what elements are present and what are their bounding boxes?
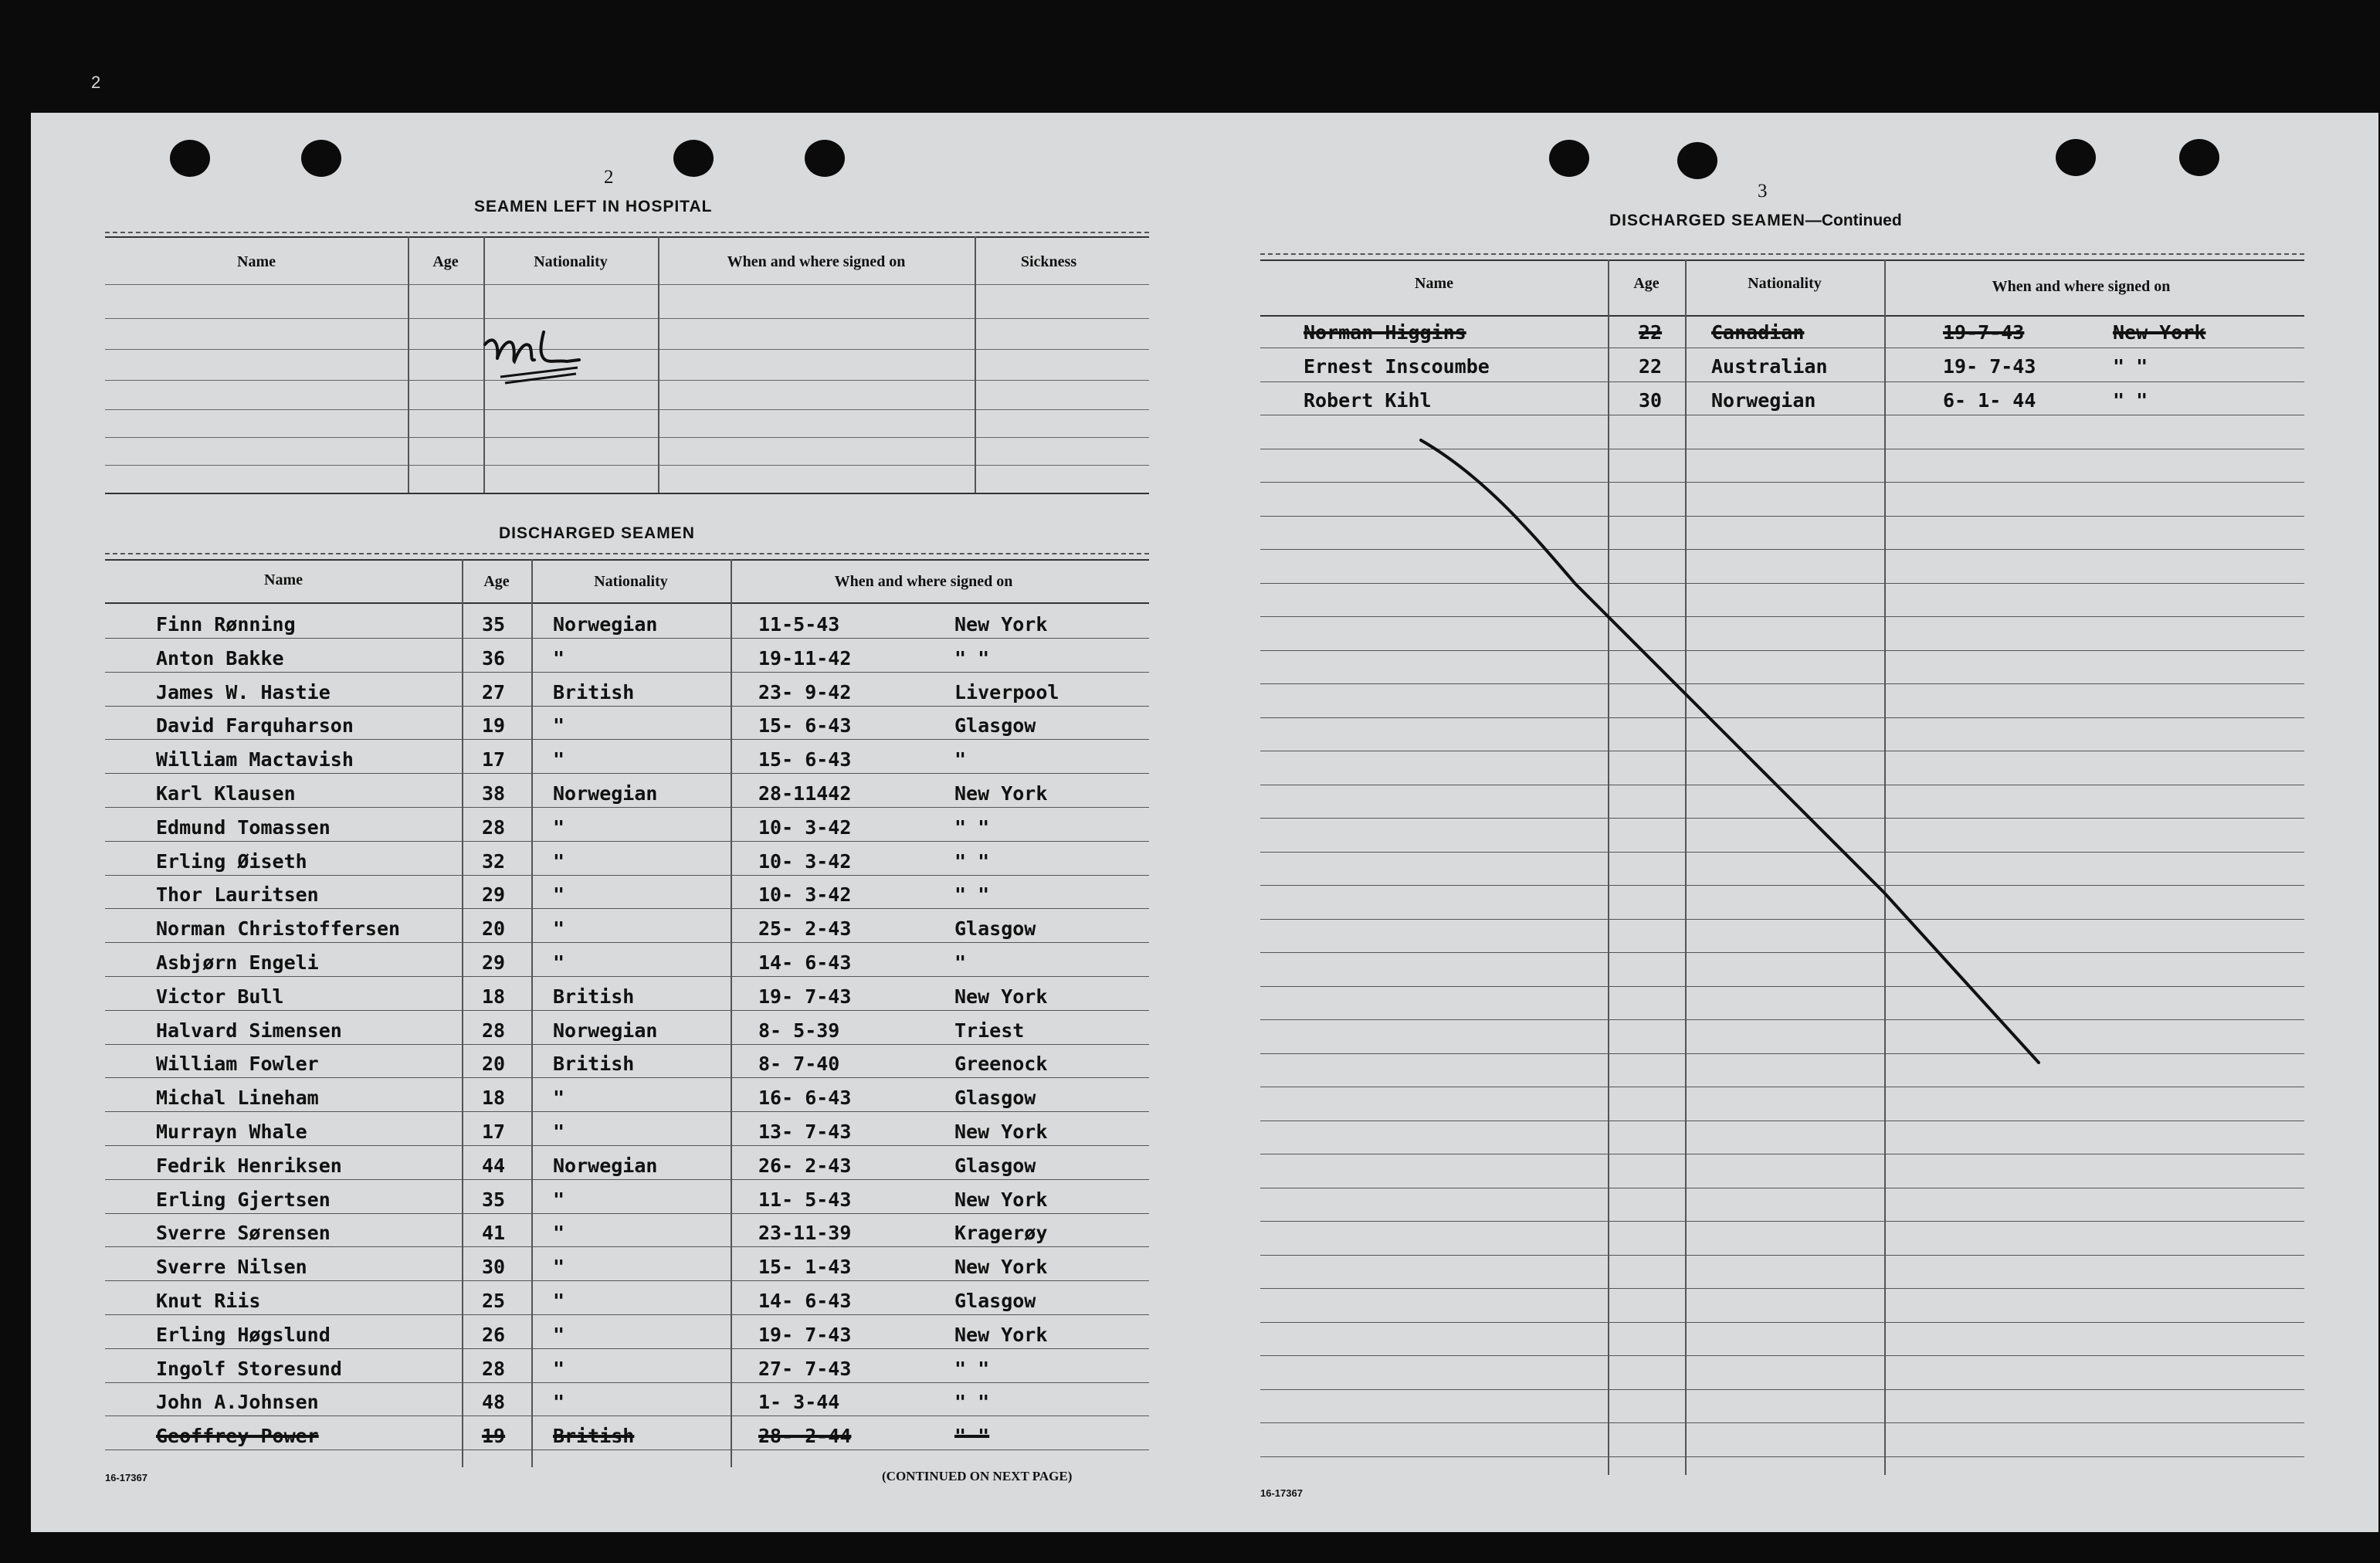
- row-name: James W. Hastie: [156, 680, 331, 704]
- row-date: 14- 6-43: [758, 951, 852, 974]
- row-date: 23- 9-42: [758, 680, 852, 704]
- title-suffix: —Continued: [1805, 212, 1902, 229]
- row-age: 30: [482, 1256, 506, 1279]
- row-name: Ingolf Storesund: [156, 1357, 342, 1380]
- row-nationality: ": [553, 883, 565, 907]
- row-date: 13- 7-43: [758, 1121, 852, 1143]
- row-age: 26: [482, 1323, 506, 1346]
- row-place: Liverpool: [954, 680, 1059, 704]
- row-date: 10- 3-42: [758, 849, 852, 873]
- row-age: 17: [482, 748, 506, 771]
- row-date: 8- 5-39: [758, 1019, 840, 1042]
- page-number: 2: [604, 167, 614, 188]
- row-place: New York: [954, 1256, 1048, 1279]
- row-date: 27- 7-43: [758, 1357, 852, 1380]
- document-sheet: [31, 113, 2378, 1532]
- row-age: 18: [482, 1087, 506, 1110]
- row-place: " ": [2113, 389, 2148, 412]
- row-nationality: British: [553, 1053, 635, 1076]
- row-nationality: ": [553, 849, 565, 873]
- row-place: " ": [954, 849, 990, 873]
- row-age: 19: [482, 1425, 506, 1448]
- row-name: David Farquharson: [156, 714, 354, 737]
- row-nationality: ": [553, 748, 565, 771]
- row-date: 11-5-43: [758, 613, 840, 636]
- row-place: New York: [954, 782, 1048, 805]
- row-date: 19- 7-43: [1943, 355, 2036, 378]
- row-name: Finn Rønning: [156, 613, 296, 636]
- row-place: " ": [954, 1357, 990, 1380]
- row-date: 6- 1- 44: [1943, 389, 2036, 412]
- row-age: 29: [482, 951, 506, 974]
- row-place: New York: [954, 613, 1048, 636]
- row-nationality: British: [553, 985, 635, 1008]
- row-place: Greenock: [954, 1053, 1048, 1076]
- row-date: 25- 2-43: [758, 917, 852, 941]
- row-nationality: Norwegian: [553, 1154, 658, 1177]
- row-name: Anton Bakke: [156, 646, 284, 670]
- row-age: 36: [482, 646, 506, 670]
- row-name: Robert Kihl: [1304, 389, 1432, 412]
- row-nationality: ": [553, 1188, 565, 1211]
- row-place: " ": [954, 646, 990, 670]
- row-name: Asbjørn Engeli: [156, 951, 319, 974]
- row-name: Erling Gjertsen: [156, 1188, 331, 1211]
- row-name: Victor Bull: [156, 985, 284, 1008]
- row-age: 35: [482, 613, 506, 636]
- row-place: New York: [954, 1188, 1048, 1211]
- row-nationality: ": [553, 951, 565, 974]
- row-place: Kragerøy: [954, 1222, 1048, 1245]
- row-name: Sverre Nilsen: [156, 1256, 307, 1279]
- row-place: Glasgow: [954, 1290, 1036, 1312]
- row-place: " ": [954, 883, 990, 907]
- row-date: 19-11-42: [758, 646, 852, 670]
- row-name: Michal Lineham: [156, 1087, 319, 1110]
- row-name: Sverre Sørensen: [156, 1222, 331, 1245]
- row-place: Glasgow: [954, 714, 1036, 737]
- row-nationality: ": [553, 1222, 565, 1245]
- row-name: William Mactavish: [156, 748, 354, 771]
- row-age: 30: [1639, 389, 1663, 412]
- row-name: John A.Johnsen: [156, 1391, 319, 1414]
- row-name: Murrayn Whale: [156, 1121, 307, 1143]
- right-col-name: Name: [1415, 275, 1453, 292]
- row-nationality: Australian: [1711, 355, 1828, 378]
- page-number: 3: [1758, 181, 1768, 202]
- row-place: New York: [954, 985, 1048, 1008]
- row-nationality: ": [553, 1121, 565, 1143]
- row-age: 38: [482, 782, 506, 805]
- row-date: 28-11442: [758, 782, 852, 805]
- row-place: " ": [2113, 355, 2148, 378]
- right-col-nationality: Nationality: [1748, 275, 1822, 292]
- row-date: 28- 2-44: [758, 1425, 852, 1448]
- row-name: Norman Christoffersen: [156, 917, 401, 941]
- row-place: ": [954, 951, 967, 974]
- hospital-col-age: Age: [432, 253, 459, 270]
- row-place: New York: [2113, 321, 2206, 344]
- row-name: Ernest Inscoumbe: [1304, 355, 1490, 378]
- row-age: 22: [1639, 321, 1663, 344]
- row-date: 26- 2-43: [758, 1154, 852, 1177]
- row-age: 48: [482, 1391, 506, 1414]
- row-date: 19- 7-43: [758, 985, 852, 1008]
- row-nationality: Norwegian: [1711, 389, 1816, 412]
- row-nationality: Norwegian: [553, 1019, 658, 1042]
- row-date: 14- 6-43: [758, 1290, 852, 1312]
- row-date: 16- 6-43: [758, 1087, 852, 1110]
- row-age: 41: [482, 1222, 506, 1245]
- row-name: Erling Høgslund: [156, 1323, 331, 1346]
- row-nationality: Norwegian: [553, 782, 658, 805]
- row-nationality: ": [553, 1391, 565, 1414]
- row-age: 22: [1639, 355, 1663, 378]
- continued-note: (CONTINUED ON NEXT PAGE): [882, 1469, 1073, 1483]
- row-nationality: ": [553, 714, 565, 737]
- row-nationality: ": [553, 1323, 565, 1346]
- row-age: 25: [482, 1290, 506, 1312]
- row-age: 28: [482, 815, 506, 839]
- row-place: " ": [954, 815, 990, 839]
- row-place: " ": [954, 1391, 990, 1414]
- row-age: 35: [482, 1188, 506, 1211]
- row-nationality: British: [553, 1425, 635, 1448]
- hospital-col-nationality: Nationality: [534, 253, 608, 270]
- row-age: 29: [482, 883, 506, 907]
- row-nationality: ": [553, 917, 565, 941]
- row-name: Knut Riis: [156, 1290, 261, 1312]
- row-place: ": [954, 748, 967, 771]
- row-age: 32: [482, 849, 506, 873]
- row-age: 20: [482, 917, 506, 941]
- row-place: " ": [954, 1425, 990, 1448]
- row-nationality: ": [553, 1256, 565, 1279]
- hospital-section-title: SEAMEN LEFT IN HOSPITAL: [474, 198, 713, 215]
- hospital-col-name: Name: [237, 253, 276, 270]
- title-text: DISCHARGED SEAMEN: [1609, 212, 1805, 229]
- discharged-col-signed-on: When and where signed on: [834, 573, 1013, 590]
- row-age: 18: [482, 985, 506, 1008]
- row-nationality: ": [553, 815, 565, 839]
- row-name: Halvard Simensen: [156, 1019, 342, 1042]
- row-date: 11- 5-43: [758, 1188, 852, 1211]
- row-date: 10- 3-42: [758, 883, 852, 907]
- row-name: Karl Klausen: [156, 782, 296, 805]
- row-nationality: Norwegian: [553, 613, 658, 636]
- row-nationality: Canadian: [1711, 321, 1805, 344]
- row-date: 19- 7-43: [758, 1323, 852, 1346]
- row-age: 20: [482, 1053, 506, 1076]
- row-name: Geoffrey Power: [156, 1425, 319, 1448]
- row-date: 19-7-43: [1943, 321, 2025, 344]
- row-place: Glasgow: [954, 1087, 1036, 1110]
- row-place: Glasgow: [954, 1154, 1036, 1177]
- hospital-col-signed-on: When and where signed on: [727, 253, 906, 270]
- row-name: Erling Øiseth: [156, 849, 307, 873]
- row-name: Norman Higgins: [1304, 321, 1466, 344]
- row-name: Thor Lauritsen: [156, 883, 319, 907]
- row-place: New York: [954, 1323, 1048, 1346]
- row-age: 27: [482, 680, 506, 704]
- form-number: 16-17367: [105, 1472, 147, 1483]
- discharged-col-nationality: Nationality: [594, 573, 668, 590]
- row-nationality: British: [553, 680, 635, 704]
- row-place: Glasgow: [954, 917, 1036, 941]
- row-date: 15- 6-43: [758, 748, 852, 771]
- row-age: 44: [482, 1154, 506, 1177]
- row-name: William Fowler: [156, 1053, 319, 1076]
- row-date: 15- 1-43: [758, 1256, 852, 1279]
- row-age: 17: [482, 1121, 506, 1143]
- row-age: 19: [482, 714, 506, 737]
- hospital-col-sickness: Sickness: [1020, 253, 1077, 270]
- row-date: 8- 7-40: [758, 1053, 840, 1076]
- row-date: 10- 3-42: [758, 815, 852, 839]
- row-age: 28: [482, 1357, 506, 1380]
- discharged-section-title: DISCHARGED SEAMEN: [499, 524, 695, 542]
- row-date: 1- 3-44: [758, 1391, 840, 1414]
- right-col-age: Age: [1633, 275, 1660, 292]
- row-place: Triest: [954, 1019, 1025, 1042]
- discharged-col-age: Age: [483, 573, 510, 590]
- discharged-col-name: Name: [264, 571, 303, 588]
- row-name: Edmund Tomassen: [156, 815, 331, 839]
- row-nationality: ": [553, 1087, 565, 1110]
- row-nationality: ": [553, 1357, 565, 1380]
- form-number: 16-17367: [1260, 1487, 1303, 1499]
- right-col-signed-on: When and where signed on: [1992, 278, 2171, 295]
- corner-mark: 2: [91, 73, 101, 92]
- row-nationality: ": [553, 646, 565, 670]
- row-nationality: ": [553, 1290, 565, 1312]
- row-age: 28: [482, 1019, 506, 1042]
- row-name: Fedrik Henriksen: [156, 1154, 342, 1177]
- row-place: New York: [954, 1121, 1048, 1143]
- row-date: 15- 6-43: [758, 714, 852, 737]
- row-date: 23-11-39: [758, 1222, 852, 1245]
- cancellation-stroke: [31, 113, 2378, 1532]
